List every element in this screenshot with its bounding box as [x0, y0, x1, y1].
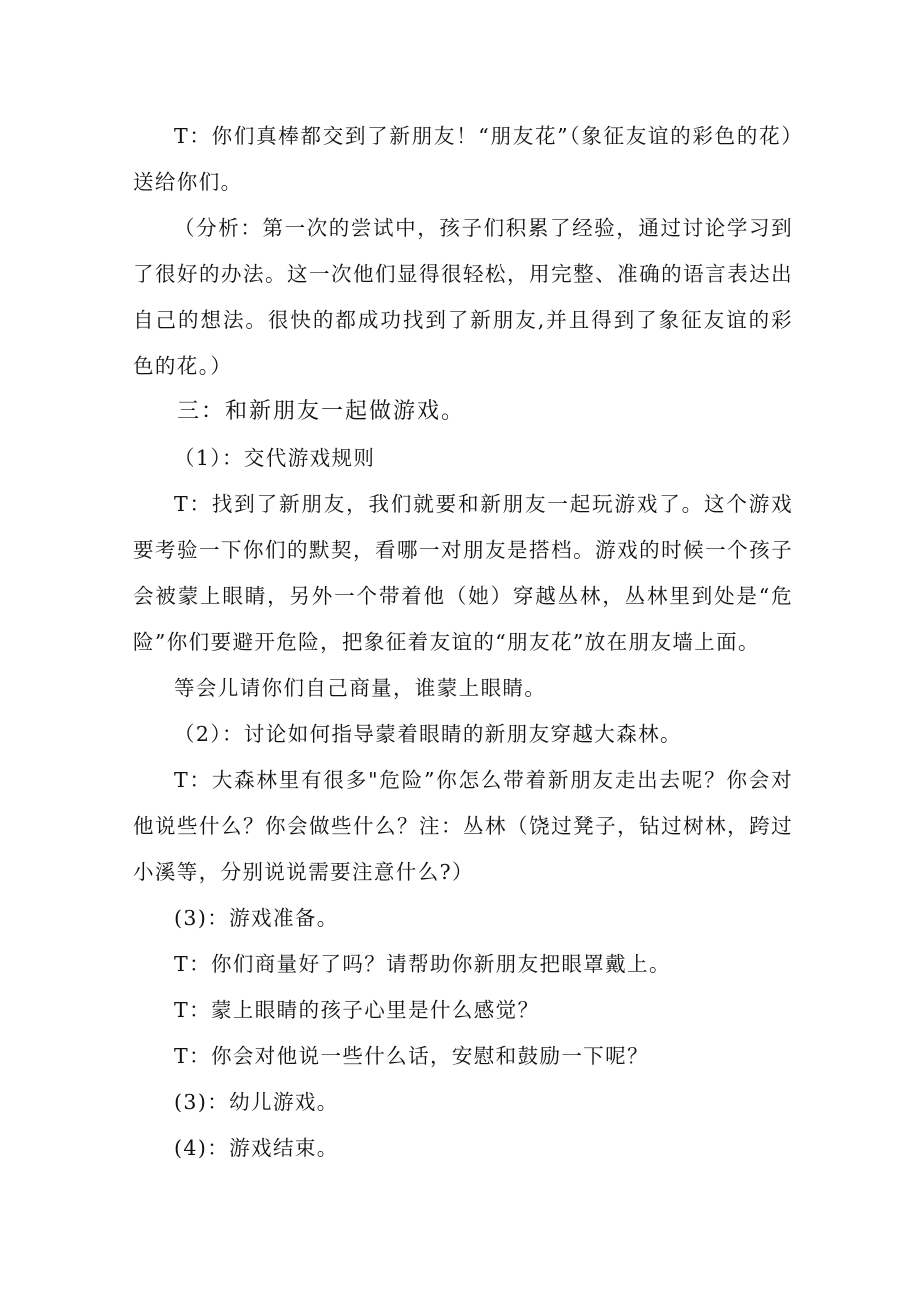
paragraph-friend-flower: T：你们真棒都交到了新朋友！“朋友花”（象征友谊的彩色的花）送给你们。 [133, 124, 793, 194]
paragraph-step-2: （2）：讨论如何指导蒙着眼睛的新朋友穿越大森林。 [174, 722, 682, 746]
paragraph-eye-mask: T：你们商量好了吗？请帮助你新朋友把眼罩戴上。 [174, 952, 671, 976]
paragraph-step-1: （1）：交代游戏规则 [174, 446, 376, 470]
paragraph-step-4-end: (4)：游戏结束。 [174, 1136, 339, 1160]
section-heading-play-game: 三：和新朋友一起做游戏。 [177, 399, 466, 424]
paragraph-comfort-question: T：你会对他说一些什么话，安慰和鼓励一下呢？ [174, 1044, 649, 1068]
paragraph-feeling-question: T：蒙上眼睛的孩子心里是什么感觉？ [174, 998, 540, 1022]
paragraph-forest-discussion: T：大森林里有很多"危险”你怎么带着新朋友走出去呢？你会对他说些什么？你会做些什么？注：丛林（饶过凳子，钻过树林，跨过小溪等，分别说说需要注意什么?） [133, 768, 793, 884]
paragraph-analysis: （分析：第一次的尝试中，孩子们积累了经验，通过讨论学习到了很好的办法。这一次他们显得很轻松，用完整、准确的语言表达出自己的想法。很快的都成功找到了新朋友,并且得到了象征友谊的彩色的花。） [133, 216, 793, 378]
paragraph-step-3-prepare: (3)：游戏准备。 [174, 906, 339, 930]
paragraph-step-3-play: (3)：幼儿游戏。 [174, 1090, 339, 1114]
document-body [133, 113, 793, 1171]
paragraph-game-rules: T：找到了新朋友，我们就要和新朋友一起玩游戏了。这个游戏要考验一下你们的默契，看哪一对朋友是搭档。游戏的时候一个孩子会被蒙上眼睛，另外一个带着他（她）穿越丛林，丛林里到处是“危险”你们要避开危险，把象征着友谊的“朋友花”放在朋友墙上面。 [133, 492, 793, 654]
paragraph-blindfold-choice: 等会儿请你们自己商量，谁蒙上眼睛。 [174, 676, 547, 700]
